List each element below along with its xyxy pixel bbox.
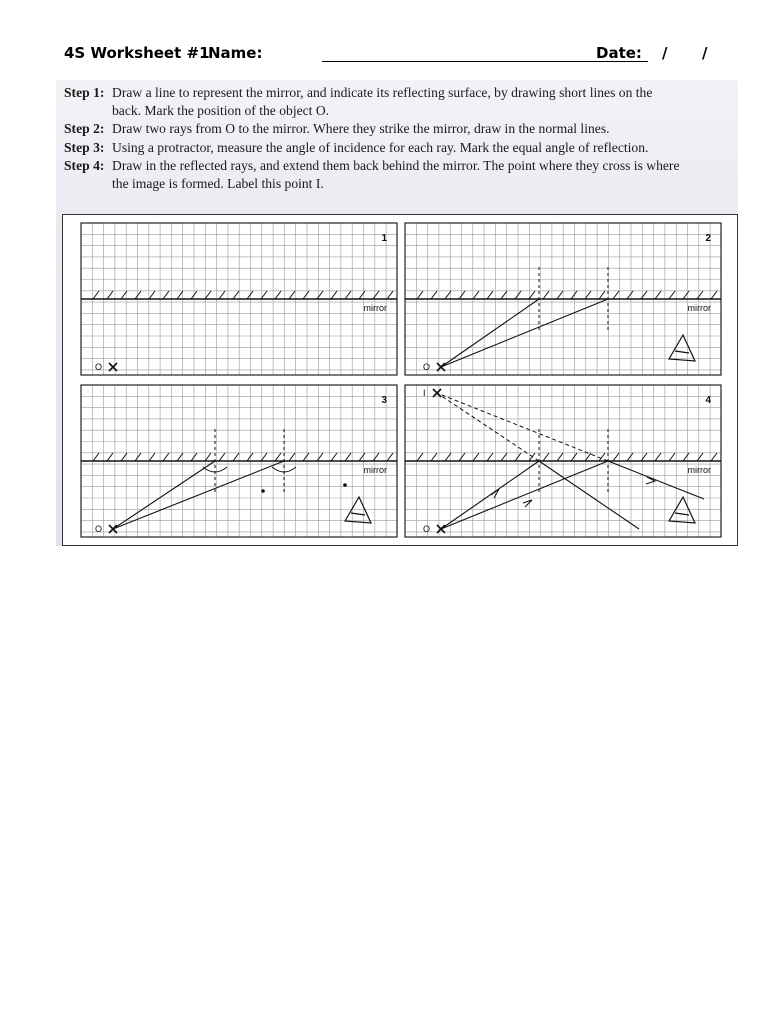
hatch-mark <box>613 453 619 461</box>
hatch-mark <box>303 453 309 461</box>
hatch-mark <box>683 291 689 299</box>
hatch-mark <box>459 453 465 461</box>
hatch-mark <box>487 291 493 299</box>
object-label: O <box>423 524 431 534</box>
hatch-mark <box>557 291 563 299</box>
virtual-ray <box>437 393 608 461</box>
hatch-mark <box>107 453 113 461</box>
diagram-panel-4 <box>405 385 721 537</box>
hatch-mark <box>303 291 309 299</box>
step-1 <box>64 84 744 120</box>
hatch-mark <box>487 453 493 461</box>
reflection-diagram-svg <box>63 215 739 547</box>
hatch-mark <box>473 453 479 461</box>
hatch-mark <box>205 291 211 299</box>
step-text: Using a protractor, measure the angle of incidence for each ray. Mark the equal angle of reflection. <box>112 139 649 155</box>
hatch-mark <box>177 291 183 299</box>
hatch-mark <box>697 453 703 461</box>
panel-number: 2 <box>705 233 711 244</box>
object-label: O <box>95 524 103 534</box>
hatch-mark <box>247 453 253 461</box>
step-4 <box>64 157 744 193</box>
hatch-mark <box>627 291 633 299</box>
name-label: Name: <box>208 44 263 62</box>
hatch-mark <box>529 291 535 299</box>
image-label: I <box>423 388 426 398</box>
step-text: Draw a line to represent the mirror, and indicate its reflecting surface, by drawing short lines on the <box>112 85 653 100</box>
mirror-label: mirror <box>363 465 387 475</box>
hatch-mark <box>275 453 281 461</box>
hatch-mark <box>219 453 225 461</box>
angle-mark-dot <box>343 483 347 487</box>
mirror-label: mirror <box>687 465 711 475</box>
hatch-mark <box>107 291 113 299</box>
hatch-mark <box>233 291 239 299</box>
step-text: back. Mark the position of the object O. <box>112 103 330 119</box>
hatch-mark <box>697 291 703 299</box>
hatch-mark <box>135 453 141 461</box>
hatch-mark <box>417 291 423 299</box>
hatch-mark <box>373 291 379 299</box>
worksheet-header <box>64 44 724 68</box>
step-text: Draw two rays from O to the mirror. Where they strike the mirror, draw in the normal lines. <box>112 121 610 137</box>
hatch-mark <box>641 453 647 461</box>
reflected-ray <box>539 461 639 529</box>
hatch-mark <box>289 291 295 299</box>
hatch-mark <box>331 291 337 299</box>
hatch-mark <box>219 291 225 299</box>
hatch-mark <box>345 291 351 299</box>
hatch-mark <box>93 291 99 299</box>
step-label: Step 2: <box>64 121 105 137</box>
mirror-hatching <box>93 291 393 299</box>
hatch-mark <box>247 291 253 299</box>
hatch-mark <box>543 291 549 299</box>
hatch-mark <box>317 453 323 461</box>
step-text: Draw in the reflected rays, and extend them back behind the mirror. The point where they cross is where <box>112 157 680 173</box>
image-marker <box>433 389 441 397</box>
hatch-mark <box>529 453 535 461</box>
hatch-mark <box>205 453 211 461</box>
hatch-mark <box>163 453 169 461</box>
worksheet-title: 4S Worksheet #1 <box>64 44 210 62</box>
hatch-mark <box>599 291 605 299</box>
hatch-mark <box>387 453 393 461</box>
hatch-mark <box>135 291 141 299</box>
angle-mark-dot <box>261 489 265 493</box>
diagram-panel-3 <box>81 385 397 537</box>
mirror-label: mirror <box>687 303 711 313</box>
textbook-scan <box>56 80 738 546</box>
hatch-mark <box>149 453 155 461</box>
hatch-mark <box>501 453 507 461</box>
step-text: the image is formed. Label this point I. <box>112 176 324 192</box>
hatch-mark <box>557 453 563 461</box>
object-label: O <box>423 362 431 372</box>
step-2 <box>64 120 744 138</box>
diagram-panel-2 <box>405 223 721 375</box>
mirror-hatching <box>417 291 717 299</box>
hatch-mark <box>571 453 577 461</box>
ray-arrowhead <box>523 500 532 507</box>
panel-number: 1 <box>381 233 387 244</box>
reflection-diagram-panels <box>62 214 738 546</box>
hatch-mark <box>669 453 675 461</box>
hatch-mark <box>93 453 99 461</box>
hatch-mark <box>711 453 717 461</box>
hatch-mark <box>345 453 351 461</box>
hatch-mark <box>711 291 717 299</box>
hatch-mark <box>501 291 507 299</box>
hatch-mark <box>627 453 633 461</box>
hatch-mark <box>599 453 605 461</box>
hatch-mark <box>149 291 155 299</box>
hatch-mark <box>473 291 479 299</box>
hatch-mark <box>655 291 661 299</box>
hatch-mark <box>543 453 549 461</box>
hatch-mark <box>373 453 379 461</box>
protractor-icon <box>669 497 695 523</box>
hatch-mark <box>233 453 239 461</box>
hatch-mark <box>641 291 647 299</box>
hatch-mark <box>331 453 337 461</box>
hatch-mark <box>669 291 675 299</box>
hatch-mark <box>655 453 661 461</box>
ray-arrowhead <box>491 489 499 498</box>
virtual-ray <box>437 393 539 461</box>
hatch-mark <box>431 291 437 299</box>
hatch-mark <box>275 291 281 299</box>
steps-list <box>64 84 744 193</box>
protractor-icon <box>345 497 371 523</box>
incident-ray <box>113 461 284 529</box>
mirror-hatching <box>93 453 393 461</box>
step-label: Step 1: <box>64 85 105 100</box>
object-label: O <box>95 362 103 372</box>
hatch-mark <box>571 291 577 299</box>
hatch-mark <box>613 291 619 299</box>
hatch-mark <box>317 291 323 299</box>
hatch-mark <box>387 291 393 299</box>
step-label: Step 4: <box>64 157 105 173</box>
step-label: Step 3: <box>64 139 105 155</box>
diagram-panel-1 <box>81 223 397 375</box>
date-separator-2: / <box>702 44 708 62</box>
hatch-mark <box>431 453 437 461</box>
panel-number: 4 <box>705 395 711 406</box>
hatch-mark <box>417 453 423 461</box>
panel-number: 3 <box>381 395 387 406</box>
hatch-mark <box>163 291 169 299</box>
date-label: Date: <box>596 44 642 62</box>
hatch-mark <box>683 453 689 461</box>
hatch-mark <box>289 453 295 461</box>
protractor-icon <box>669 335 695 361</box>
step-3 <box>64 139 744 157</box>
mirror-label: mirror <box>363 303 387 313</box>
hatch-mark <box>177 453 183 461</box>
hatch-mark <box>459 291 465 299</box>
hatch-mark <box>359 291 365 299</box>
hatch-mark <box>359 453 365 461</box>
date-separator-1: / <box>662 44 668 62</box>
mirror-hatching <box>417 453 717 461</box>
